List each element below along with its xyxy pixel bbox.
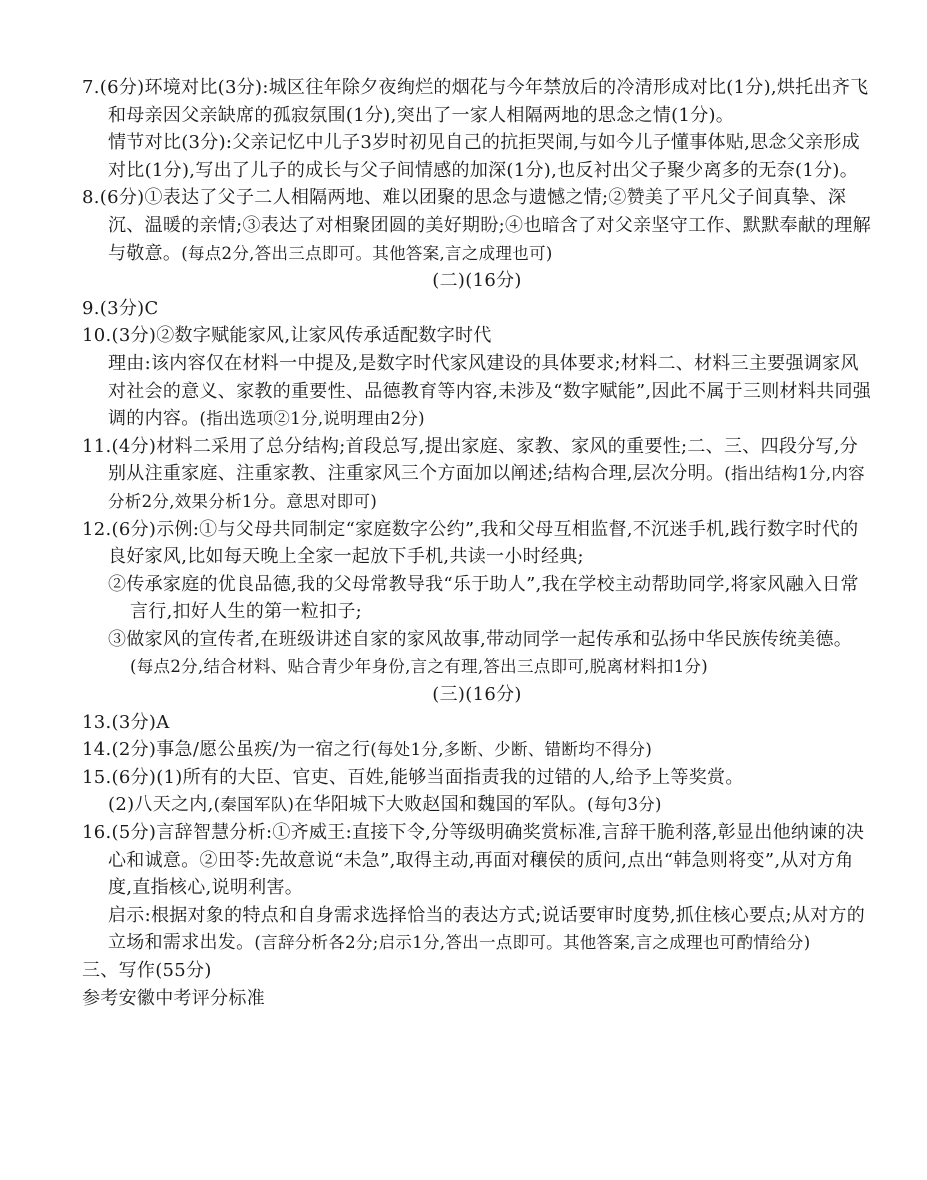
answer-key-page bbox=[82, 74, 872, 1012]
answer-7-environment-contrast: 7.(6分)环境对比(3分):城区往年除夕夜绚烂的烟花与今年禁放后的冷清形成对比(1分),烘托出齐飞和母亲因父亲缺席的孤寂氛围(1分),突出了一家人相隔两地的思念之情(1分)。 bbox=[82, 77, 869, 126]
answer-12-scoring-note: (每点2分,结合材料、贴合青少年身份,言之有理,答出三点即可,脱离材料扣1分) bbox=[130, 657, 709, 677]
answer-14: 14.(2分)事急/愿公虽疾/为一宿之行(每处1分,多断、少断、错断均不得分) bbox=[82, 739, 653, 761]
section-heading-2: (二)(16分) bbox=[432, 270, 522, 292]
answer-15-scoring-note: (每句3分) bbox=[587, 795, 662, 815]
answer-11-scoring-note: (指出结构1分,内容分析2分,效果分析1分。意思对即可) bbox=[108, 464, 865, 511]
answer-16-insight: 启示:根据对象的特点和自身需求选择恰当的表达方式;说话要审时度势,抓住核心要点;从对方的立场和需求出发。(言辞分析各2分;启示1分,答出一点即可。其他答案,言之成理也可酌情给分) bbox=[108, 904, 866, 954]
answer-8-scoring-note: (每点2分,答出三点即可。其他答案,言之成理也可) bbox=[181, 243, 553, 263]
answer-10: 10.(3分)②数字赋能家风,让家风传承适配数字时代 bbox=[82, 325, 492, 347]
answer-11: 11.(4分)材料二采用了总分结构;首段总写,提出家庭、家教、家风的重要性;二、三、四段分写,分别从注重家庭、注重家教、注重家风三个方面加以阐述;结构合理,层次分明。(指出结构1分,内容分析2分,效果分析1分。意思对即可) bbox=[82, 435, 865, 511]
section-heading-3: (三)(16分) bbox=[432, 684, 522, 706]
answer-15-part-2: (2)八天之内,(秦国军队)在华阳城下大败赵国和魏国的军队。(每句3分) bbox=[108, 794, 662, 816]
answer-10-scoring-note: (指出选项②1分,说明理由2分) bbox=[199, 409, 425, 429]
answer-16-scoring-note: (言辞分析各2分;启示1分,答出一点即可。其他答案,言之成理也可酌情给分) bbox=[254, 933, 811, 953]
section-heading-writing: 三、写作(55分) bbox=[82, 960, 212, 981]
answer-8: 8.(6分)①表达了父子二人相隔两地、难以团聚的思念与遗憾之情;②赞美了平凡父子间真挚、深沉、温暖的亲情;③表达了对相聚团圆的美好期盼;④也暗含了对父亲坚守工作、默默奉献的理解与敬意。(每点2分,答出三点即可。其他答案,言之成理也可) bbox=[82, 187, 872, 264]
answer-7-plot-contrast: 情节对比(3分):父亲记忆中儿子3岁时初见自己的抗拒哭闹,与如今儿子懂事体贴,思念父亲形成对比(1分),写出了儿子的成长与父子间情感的加深(1分),也反衬出父子聚少离多的无奈(1分)。 bbox=[108, 132, 860, 181]
answer-15-part-1: 15.(6分)(1)所有的大臣、官吏、百姓,能够当面指责我的过错的人,给予上等奖赏。 bbox=[82, 766, 744, 788]
answer-14-scoring-note: (每处1分,多断、少断、错断均不得分) bbox=[370, 740, 653, 760]
answer-15-bracket-note: (秦国军队) bbox=[213, 795, 295, 815]
answer-10-reason: 理由:该内容仅在材料一中提及,是数字时代家风建设的具体要求;材料二、材料三主要强调家风对社会的意义、家教的重要性、品德教育等内容,未涉及“数字赋能”,因此不属于三则材料共同强调的内容。(指出选项②1分,说明理由2分) bbox=[108, 352, 872, 430]
answer-12-example-3: ③做家风的宣传者,在班级讲述自家的家风故事,带动同学一起传承和弘扬中华民族传统美德。(每点2分,结合材料、贴合青少年身份,言之有理,答出三点即可,脱离材料扣1分) bbox=[108, 628, 853, 677]
answer-9: 9.(3分)C bbox=[82, 297, 159, 319]
answer-12-example-1: 12.(6分)示例:①与父母共同制定“家庭数字公约”,我和父母互相监督,不沉迷手机,践行数字时代的良好家风,比如每天晚上全家一起放下手机,共读一小时经典; bbox=[82, 518, 859, 568]
answer-16-analysis: 16.(5分)言辞智慧分析:①齐威王:直接下令,分等级明确奖赏标准,言辞干脆利落,彰显出他纳谏的决心和诚意。②田苓:先故意说“未急”,取得主动,再面对穰侯的质问,点出“韩急则将变”,从对方角度,直指核心,说明利害。 bbox=[82, 822, 865, 899]
answer-13: 13.(3分)A bbox=[82, 711, 170, 733]
writing-reference: 参考安徽中考评分标准 bbox=[82, 987, 265, 1009]
answer-12-example-2: ②传承家庭的优良品德,我的父母常教导我“乐于助人”,我在学校主动帮助同学,将家风融入日常言行,扣好人生的第一粒扣子; bbox=[108, 573, 859, 623]
